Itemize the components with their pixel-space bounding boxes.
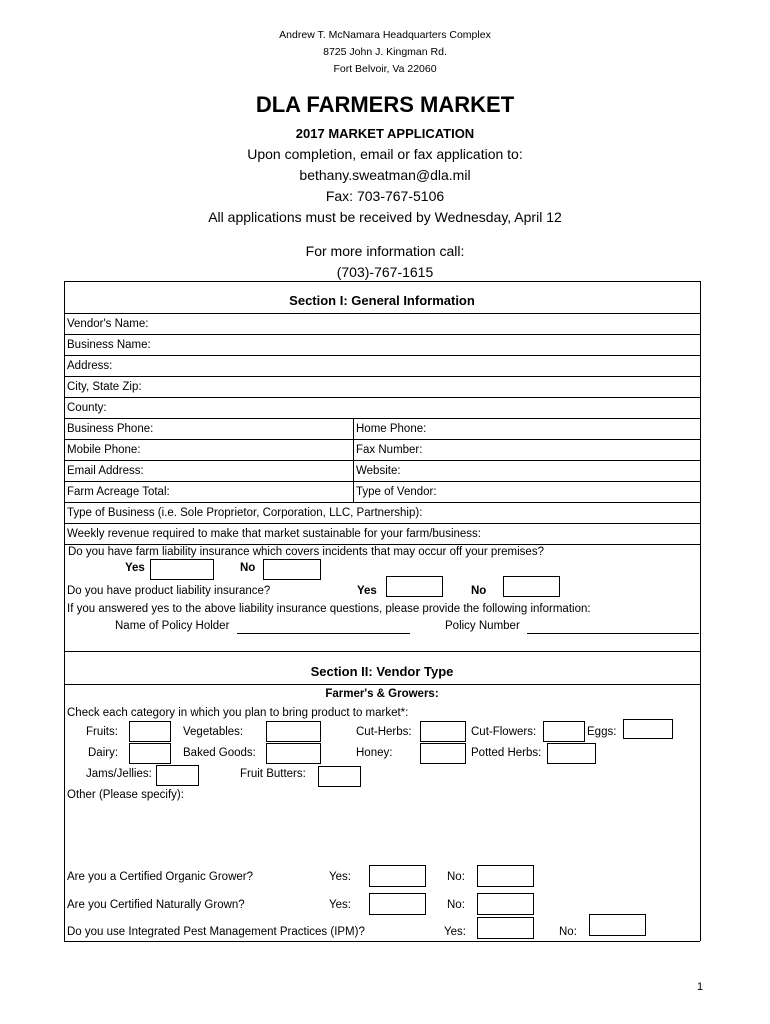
- organic-no-label: No:: [447, 871, 465, 883]
- address-line-3: Fort Belvoir, Va 22060: [333, 63, 437, 75]
- city-state-zip-field[interactable]: City, State Zip:: [64, 377, 700, 398]
- mobile-fax-row[interactable]: [64, 440, 700, 461]
- farm-acreage-label: Farm Acreage Total:: [67, 486, 170, 498]
- naturally-grown-no-box[interactable]: [477, 893, 534, 915]
- baked-goods-label: Baked Goods:: [183, 747, 256, 759]
- page-number: 1: [697, 981, 704, 993]
- farm-insurance-no-label: No: [240, 562, 256, 574]
- address-field[interactable]: Address:: [64, 356, 700, 377]
- vegetables-label: Vegetables:: [183, 726, 244, 738]
- section2-title: Section II: Vendor Type: [310, 664, 454, 679]
- organic-yes-label: Yes:: [329, 871, 351, 883]
- home-phone-label: Home Phone:: [356, 423, 427, 435]
- info-label: For more information call:: [305, 243, 465, 259]
- eggs-label: Eggs:: [587, 726, 617, 738]
- naturally-grown-no-label: No:: [447, 899, 465, 911]
- email-address-label: Email Address:: [67, 465, 144, 477]
- address-line-2: 8725 John J. Kingman Rd.: [323, 46, 447, 58]
- organic-question: Are you a Certified Organic Grower?: [67, 871, 253, 883]
- product-insurance-no-label: No: [471, 585, 487, 597]
- potted-herbs-checkbox[interactable]: [547, 743, 596, 764]
- deadline-notice: All applications must be received by Wednesday, April 12: [208, 209, 562, 225]
- county-field[interactable]: County:: [64, 398, 700, 419]
- product-insurance-question: Do you have product liability insurance?: [67, 585, 271, 597]
- fruit-butters-checkbox[interactable]: [318, 766, 361, 787]
- website-label: Website:: [356, 465, 401, 477]
- baked-goods-checkbox[interactable]: [266, 743, 321, 764]
- acreage-vendor-row[interactable]: [64, 482, 700, 503]
- naturally-grown-question: Are you Certified Naturally Grown?: [67, 899, 245, 911]
- farm-insurance-no-box[interactable]: [263, 559, 321, 580]
- vendor-type-label: Type of Vendor:: [356, 486, 437, 498]
- insurance-followup-instruction: If you answered yes to the above liability insurance questions, please provide the following information:: [67, 603, 591, 615]
- ipm-no-box[interactable]: [589, 914, 646, 936]
- phone-row[interactable]: [64, 419, 700, 440]
- jams-jellies-checkbox[interactable]: [156, 765, 199, 786]
- vegetables-checkbox[interactable]: [266, 721, 321, 742]
- fruits-label: Fruits:: [86, 726, 118, 738]
- info-phone: (703)-767-1615: [336, 264, 434, 280]
- fruit-butters-label: Fruit Butters:: [240, 768, 306, 780]
- potted-herbs-label: Potted Herbs:: [471, 747, 542, 759]
- organic-yes-box[interactable]: [369, 865, 426, 887]
- cut-herbs-checkbox[interactable]: [420, 721, 466, 742]
- jams-jellies-label: Jams/Jellies:: [86, 768, 152, 780]
- fax-number-label: Fax Number:: [356, 444, 423, 456]
- dairy-label: Dairy:: [88, 747, 119, 759]
- naturally-grown-yes-box[interactable]: [369, 893, 426, 915]
- business-type-field[interactable]: Type of Business (i.e. Sole Proprietor, Corporation, LLC, Partnership):: [64, 503, 700, 524]
- naturally-grown-yes-label: Yes:: [329, 899, 351, 911]
- farm-insurance-question: Do you have farm liability insurance which covers incidents that may occur off your premises?: [68, 546, 544, 558]
- cut-flowers-checkbox[interactable]: [543, 721, 585, 742]
- product-insurance-no-box[interactable]: [503, 576, 560, 597]
- product-insurance-yes-label: Yes: [357, 585, 377, 597]
- section2-subheading: Farmer's & Growers:: [325, 688, 439, 700]
- category-instruction: Check each category in which you plan to bring product to market*:: [67, 707, 409, 719]
- ipm-yes-label: Yes:: [444, 926, 466, 938]
- eggs-checkbox[interactable]: [623, 719, 673, 739]
- contact-email: bethany.sweatman@dla.mil: [299, 167, 471, 183]
- vendor-name-field[interactable]: Vendor's Name:: [64, 314, 700, 335]
- honey-checkbox[interactable]: [420, 743, 466, 764]
- honey-label: Honey:: [356, 747, 393, 759]
- farm-insurance-yes-label: Yes: [125, 562, 145, 574]
- cut-herbs-label: Cut-Herbs:: [356, 726, 412, 738]
- contact-fax: Fax: 703-767-5106: [325, 188, 445, 204]
- submission-instructions: Upon completion, email or fax application to:: [247, 146, 523, 162]
- policy-holder-line[interactable]: [237, 633, 410, 634]
- product-insurance-yes-box[interactable]: [386, 576, 443, 597]
- ipm-no-label: No:: [559, 926, 577, 938]
- organic-no-box[interactable]: [477, 865, 534, 887]
- other-label: Other (Please specify):: [67, 789, 184, 801]
- ipm-yes-box[interactable]: [477, 917, 534, 939]
- dairy-checkbox[interactable]: [129, 743, 171, 764]
- page-title: DLA FARMERS MARKET: [255, 92, 515, 117]
- email-website-row[interactable]: [64, 461, 700, 482]
- page-subtitle: 2017 MARKET APPLICATION: [295, 126, 475, 141]
- cut-flowers-label: Cut-Flowers:: [471, 726, 537, 738]
- mobile-phone-label: Mobile Phone:: [67, 444, 141, 456]
- ipm-question: Do you use Integrated Pest Management Practices (IPM)?: [67, 926, 365, 938]
- policy-number-label: Policy Number: [445, 620, 520, 632]
- fruits-checkbox[interactable]: [129, 721, 171, 742]
- weekly-revenue-field[interactable]: Weekly revenue required to make that market sustainable for your farm/business:: [64, 524, 700, 545]
- farm-insurance-yes-box[interactable]: [150, 559, 214, 580]
- business-phone-label: Business Phone:: [67, 423, 154, 435]
- section1-title: Section I: General Information: [289, 293, 475, 308]
- policy-number-line[interactable]: [527, 633, 699, 634]
- policy-holder-label: Name of Policy Holder: [115, 620, 230, 632]
- business-name-field[interactable]: Business Name:: [64, 335, 700, 356]
- address-line-1: Andrew T. McNamara Headquarters Complex: [279, 29, 491, 41]
